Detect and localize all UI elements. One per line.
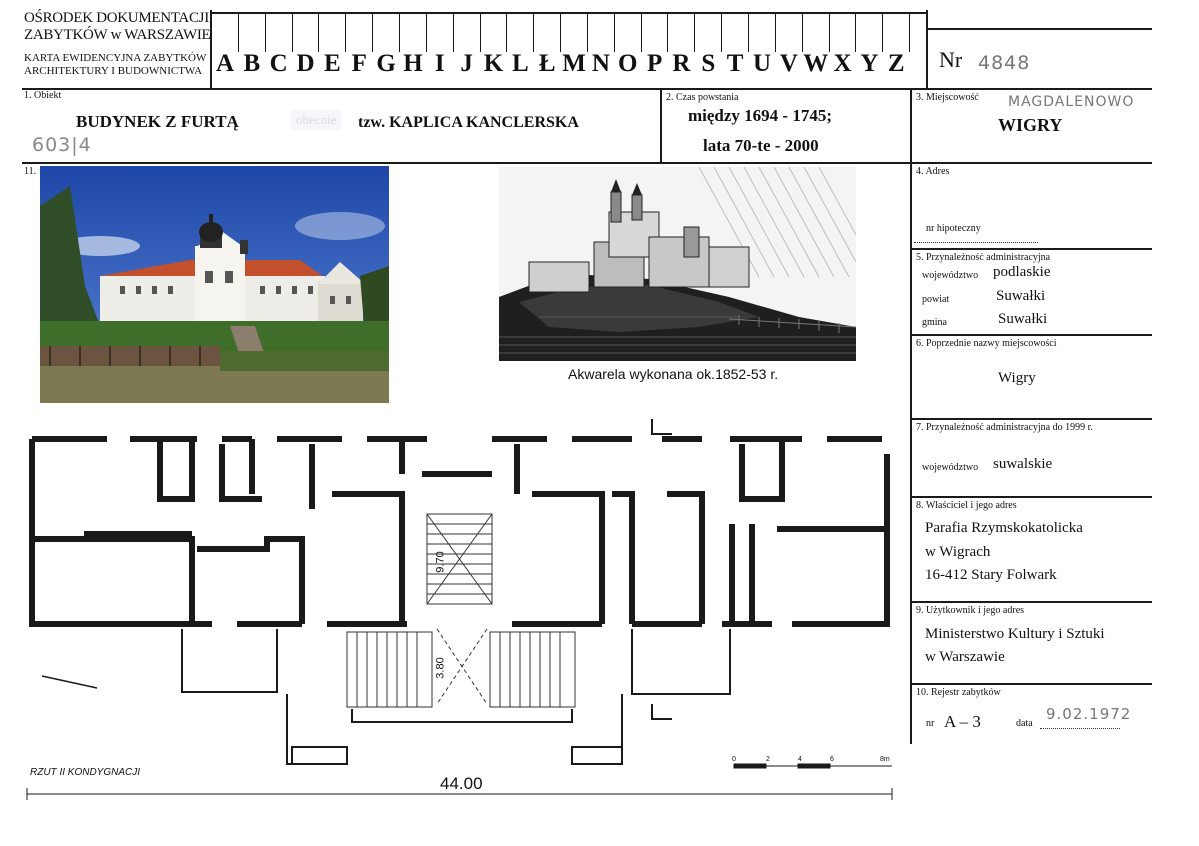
index-separator	[318, 12, 319, 52]
card-line2: ARCHITEKTURY I BUDOWNICTWA	[24, 65, 203, 77]
building-photo	[40, 166, 389, 403]
index-letter: Y	[860, 50, 879, 77]
owner-line-1: Parafia Rzymskokatolicka	[925, 520, 1083, 536]
locality-value: WIGRY	[998, 115, 1063, 135]
object-name: BUDYNEK Z FURTĄ	[76, 112, 239, 131]
index-letter: Ł	[538, 50, 556, 77]
register-date-value: 9.02.1972	[1046, 705, 1132, 723]
index-separator	[453, 12, 454, 52]
index-letter: O	[618, 50, 638, 77]
images-section-label: 11.	[24, 166, 37, 177]
index-separator	[802, 12, 803, 52]
admin-value-commune: Suwałki	[998, 311, 1048, 327]
nr-top-line	[928, 28, 1152, 30]
admin-value-voivodeship: podlaskie	[993, 264, 1051, 280]
index-separator	[399, 12, 400, 52]
right-line-5	[912, 601, 1152, 603]
porch-stairs	[347, 632, 575, 707]
building-photo-svg	[40, 166, 389, 403]
index-separator	[560, 12, 561, 52]
index-separator	[614, 12, 615, 52]
dating-label: 2. Czas powstania	[666, 92, 739, 103]
owner-label: 8. Właściciel i jego adres	[916, 500, 1017, 511]
index-letter: H	[403, 50, 423, 77]
index-separator	[909, 12, 910, 52]
plan-title: RZUT II KONDYGNACJI	[30, 767, 141, 778]
admin-1999-label: 7. Przynależność administracyjna do 1999 r.	[916, 422, 1093, 433]
index-separator	[238, 12, 239, 52]
plan-porch-dimension: 3.80	[434, 657, 447, 679]
admin-key-voivodeship: województwo	[922, 270, 979, 281]
scale-label-4: 4	[798, 756, 802, 763]
index-letter: P	[646, 50, 663, 77]
right-line-1	[912, 248, 1152, 250]
index-separator	[721, 12, 722, 52]
terrace-outline	[182, 419, 730, 764]
previous-names-label: 6. Poprzednie nazwy miejscowości	[916, 338, 1057, 349]
index-letter: F	[351, 50, 367, 77]
institution-line2: ZABYTKÓW w WARSZAWIE	[24, 27, 211, 43]
index-letter: N	[591, 50, 610, 77]
admin-1999-key: województwo	[922, 462, 979, 473]
nr-label: Nr	[939, 47, 963, 72]
plan-total-dimension: 44.00	[440, 774, 483, 793]
previous-names-value: Wigry	[998, 370, 1036, 386]
index-separator	[855, 12, 856, 52]
index-letter: C	[269, 50, 288, 77]
locality-label: 3. Miejscowość	[916, 92, 979, 103]
scale-label-2: 2	[766, 756, 770, 763]
index-letter: G	[376, 50, 396, 77]
index-letter: D	[296, 50, 315, 77]
register-nr-value: A – 3	[944, 712, 981, 731]
index-separator	[748, 12, 749, 52]
index-letter: M	[562, 50, 586, 77]
dating-line2: lata 70-te - 2000	[703, 136, 819, 155]
watercolour-caption: Akwarela wykonana ok.1852-53 r.	[568, 366, 779, 382]
plan-stair-dimension: 9.70	[434, 551, 447, 573]
plan-walls	[32, 439, 887, 624]
index-letter: A	[215, 50, 235, 77]
index-letter: V	[779, 50, 798, 77]
admin-key-commune: gmina	[922, 317, 947, 328]
admin-label: 5. Przynależność administracyjna	[916, 252, 1051, 263]
index-letter: W	[803, 50, 829, 77]
index-separator	[775, 12, 776, 52]
user-line-1: Ministerstwo Kultury i Sztuki	[925, 626, 1105, 642]
scale-labels	[730, 758, 900, 770]
index-separator	[694, 12, 695, 52]
index-letter: Z	[887, 50, 905, 77]
index-letter: R	[672, 50, 691, 77]
index-separator	[265, 12, 266, 52]
scale-label-0: 0	[732, 756, 736, 763]
object-stamp: obecnie	[290, 110, 342, 130]
right-line-6	[912, 683, 1152, 685]
watercolour-image	[499, 167, 856, 361]
index-separator	[882, 12, 883, 52]
index-letter: X	[833, 50, 852, 77]
admin-1999-value: suwalskie	[993, 456, 1053, 472]
index-separator	[372, 12, 373, 52]
index-separator	[345, 12, 346, 52]
mortgage-label: nr hipoteczny	[926, 223, 981, 234]
right-line-3	[912, 418, 1152, 420]
watercolour-svg	[499, 167, 856, 361]
address-label: 4. Adres	[916, 166, 950, 177]
index-separator	[641, 12, 642, 52]
card-line1: KARTA EWIDENCYJNA ZABYTKÓW	[24, 52, 207, 64]
index-separator	[587, 12, 588, 52]
header-bottom-line	[22, 88, 1152, 90]
header-divider-right	[926, 10, 928, 90]
index-letter: I	[434, 50, 445, 77]
register-label: 10. Rejestr zabytków	[916, 687, 1001, 698]
object-alias: tzw. KAPLICA KANCLERSKA	[358, 114, 579, 131]
scale-label-6: 6	[830, 756, 834, 763]
right-line-4	[912, 496, 1152, 498]
index-letter: J	[460, 50, 473, 77]
register-date-label: data	[1016, 718, 1033, 729]
mortgage-dotted-line	[914, 242, 1038, 243]
owner-line-3: 16-412 Stary Folwark	[925, 567, 1057, 583]
institution-line1: OŚRODEK DOKUMENTACJI	[24, 10, 209, 26]
index-separator	[667, 12, 668, 52]
floor-plan	[12, 414, 912, 824]
row1-divider-a	[660, 88, 662, 164]
dating-line1: między 1694 - 1745;	[688, 106, 833, 125]
owner-line-2: w Wigrach	[925, 544, 991, 560]
index-letter: K	[483, 50, 504, 77]
index-letter: E	[324, 50, 341, 77]
index-letter: S	[701, 50, 716, 77]
index-separator	[829, 12, 830, 52]
register-nr-label: nr	[926, 718, 935, 729]
index-separator	[292, 12, 293, 52]
nr-value: 4848	[978, 52, 1031, 74]
index-separator	[506, 12, 507, 52]
index-letter: T	[726, 50, 744, 77]
row1-bottom-line	[22, 162, 1152, 164]
object-ref-number: 603|4	[32, 134, 92, 156]
user-line-2: w Warszawie	[925, 649, 1005, 665]
object-label: 1. Obiekt	[24, 90, 62, 101]
admin-value-county: Suwałki	[996, 288, 1046, 304]
scale-label-8m: 8m	[880, 756, 890, 763]
index-separator	[426, 12, 427, 52]
index-separator	[480, 12, 481, 52]
register-date-dotted-line	[1040, 728, 1120, 729]
header-divider-left	[210, 10, 212, 90]
north-arrow	[42, 676, 97, 688]
header-top-line	[212, 12, 927, 14]
locality-handwritten: MAGDALENOWO	[1008, 94, 1135, 110]
index-separator	[533, 12, 534, 52]
admin-key-county: powiat	[922, 294, 950, 305]
right-line-2	[912, 334, 1152, 336]
index-letter: U	[752, 50, 772, 77]
index-letter: L	[512, 50, 529, 77]
user-label: 9. Użytkownik i jego adres	[916, 605, 1025, 616]
index-letter: B	[243, 50, 261, 77]
